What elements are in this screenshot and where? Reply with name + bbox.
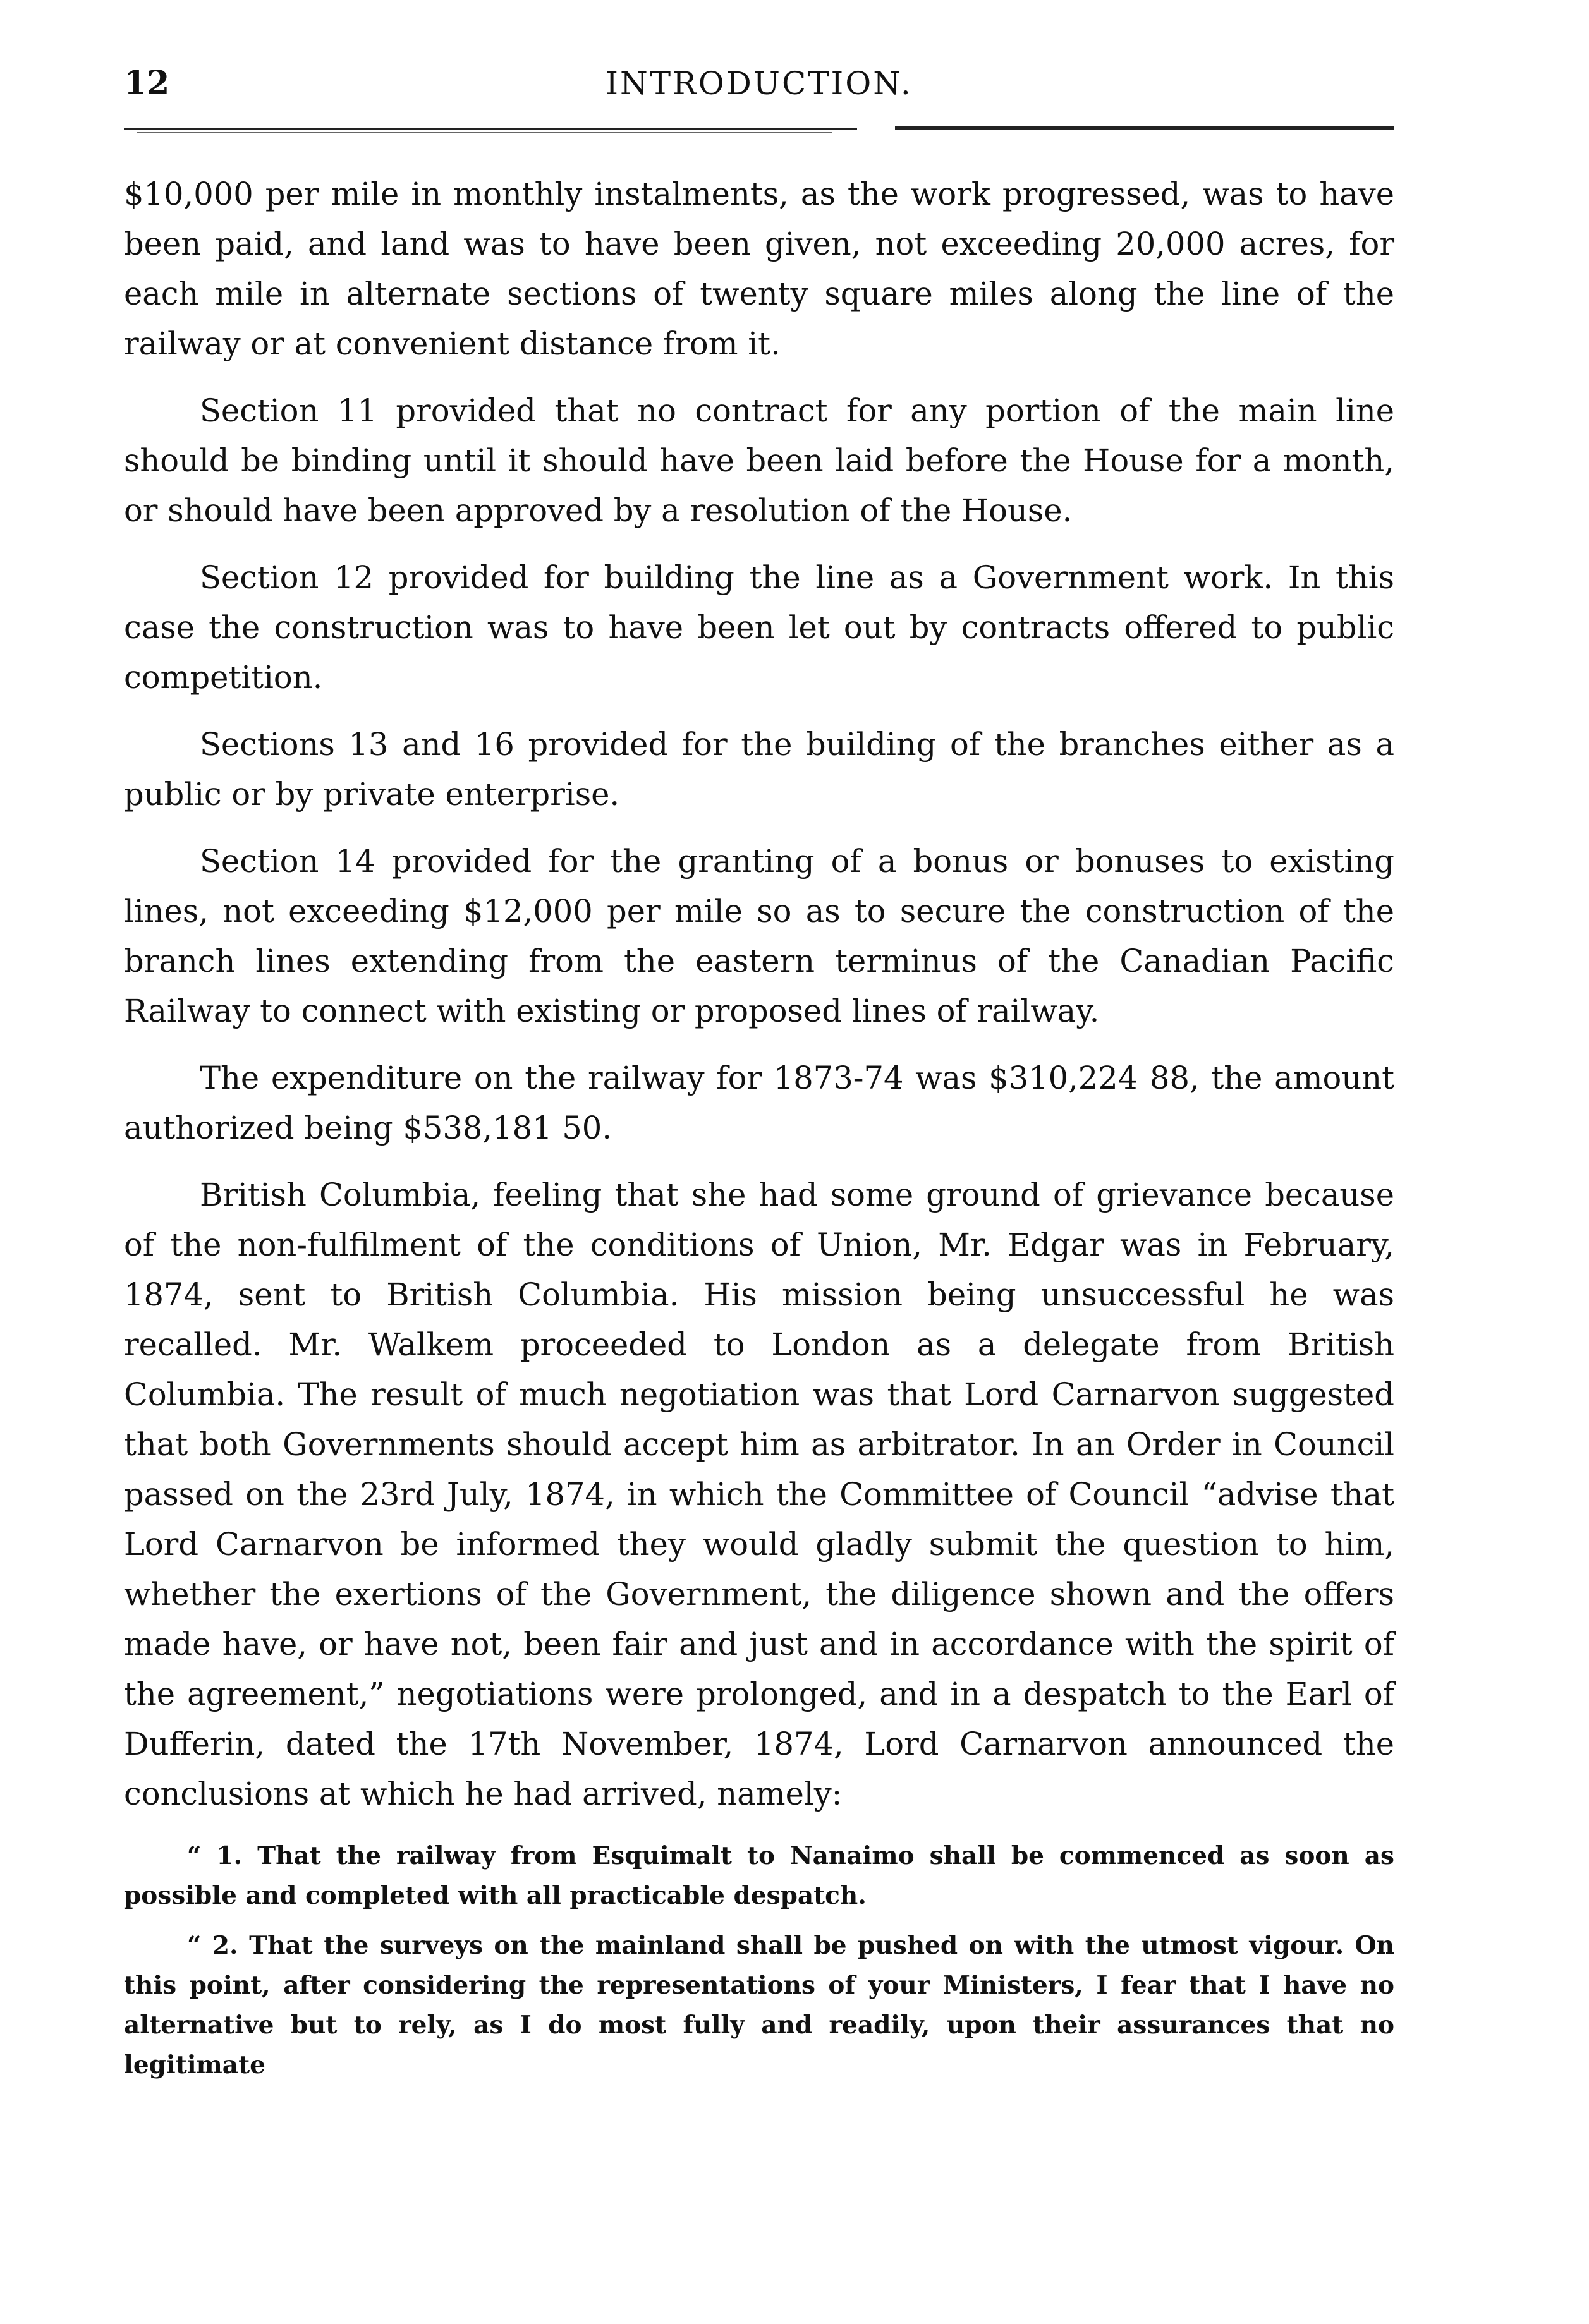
paragraph-continuation: $10,000 per mile in monthly instalments, as the work progressed, was to have been paid, and land was to have been given, not exceeding 20,000 acres, for each mile in alternate sections of twenty square miles along the line of the railway or at convenient distance from it. — [124, 176, 1394, 362]
page-number: 12 — [124, 64, 170, 102]
paragraph-section-14: Section 14 provided for the granting of a bonus or bonuses to existing lines, not exceeding $12,000 per mile so as to secure the construction of the branch lines extending from the eastern terminus of the Canadian Pacific Railway to connect with existing or proposed lines of railway. — [124, 843, 1394, 1029]
quote-item-2: “ 2. That the surveys on the mainland shall be pushed on with the utmost vigour. On this point, after considering the representations of your Ministers, I fear that I have no alternative but to rely, as I do most fully and readily, upon their assurances that no legitimate — [124, 1931, 1394, 2079]
header-rule-right — [895, 126, 1394, 130]
header-rule — [124, 126, 1394, 135]
header-rule-thin — [137, 132, 832, 133]
running-head: INTRODUCTION. — [606, 65, 913, 102]
page-header — [124, 58, 1394, 109]
quote-item-1: “ 1. That the railway from Esquimalt to Nanaimo shall be commenced as soon as possible and completed with all practicable despatch. — [124, 1841, 1394, 1910]
paragraph-expenditure: The expenditure on the railway for 1873-74 was $310,224 88, the amount authorized being $538,181 50. — [124, 1060, 1394, 1146]
paragraph-section-12: Section 12 provided for building the line as a Government work. In this case the construction was to have been let out by contracts offered to public competition. — [124, 559, 1394, 696]
paragraph-sections-13-16: Sections 13 and 16 provided for the building of the branches either as a public or by private enterprise. — [124, 726, 1394, 813]
body-text — [124, 169, 1394, 2095]
paragraph-british-columbia: British Columbia, feeling that she had some ground of grievance because of the non-fulfilment of the conditions of Union, Mr. Edgar was in February, 1874, sent to British Columbia. His mission being unsuccessful he was recalled. Mr. Walkem proceeded to London as a delegate from British Columbia. The result of much negotiation was that Lord Carnarvon suggested that both Governments should accept him as arbitrator. In an Order in Council passed on the 23rd July, 1874, in which the Committee of Council “advise that Lord Carnarvon be informed they would gladly submit the question to him, whether the exertions of the Government, the diligence shown and the offers made have, or have not, been fair and just and in accordance with the spirit of the agreement,” negotiations were prolonged, and in a despatch to the Earl of Dufferin, dated the 17th November, 1874, Lord Carnarvon announced the conclusions at which he had arrived, namely: — [124, 1177, 1394, 1812]
header-rule-left — [124, 128, 857, 130]
paragraph-section-11: Section 11 provided that no contract for any portion of the main line should be binding until it should have been laid before the House for a month, or should have been approved by a resolution of the House. — [124, 392, 1394, 529]
